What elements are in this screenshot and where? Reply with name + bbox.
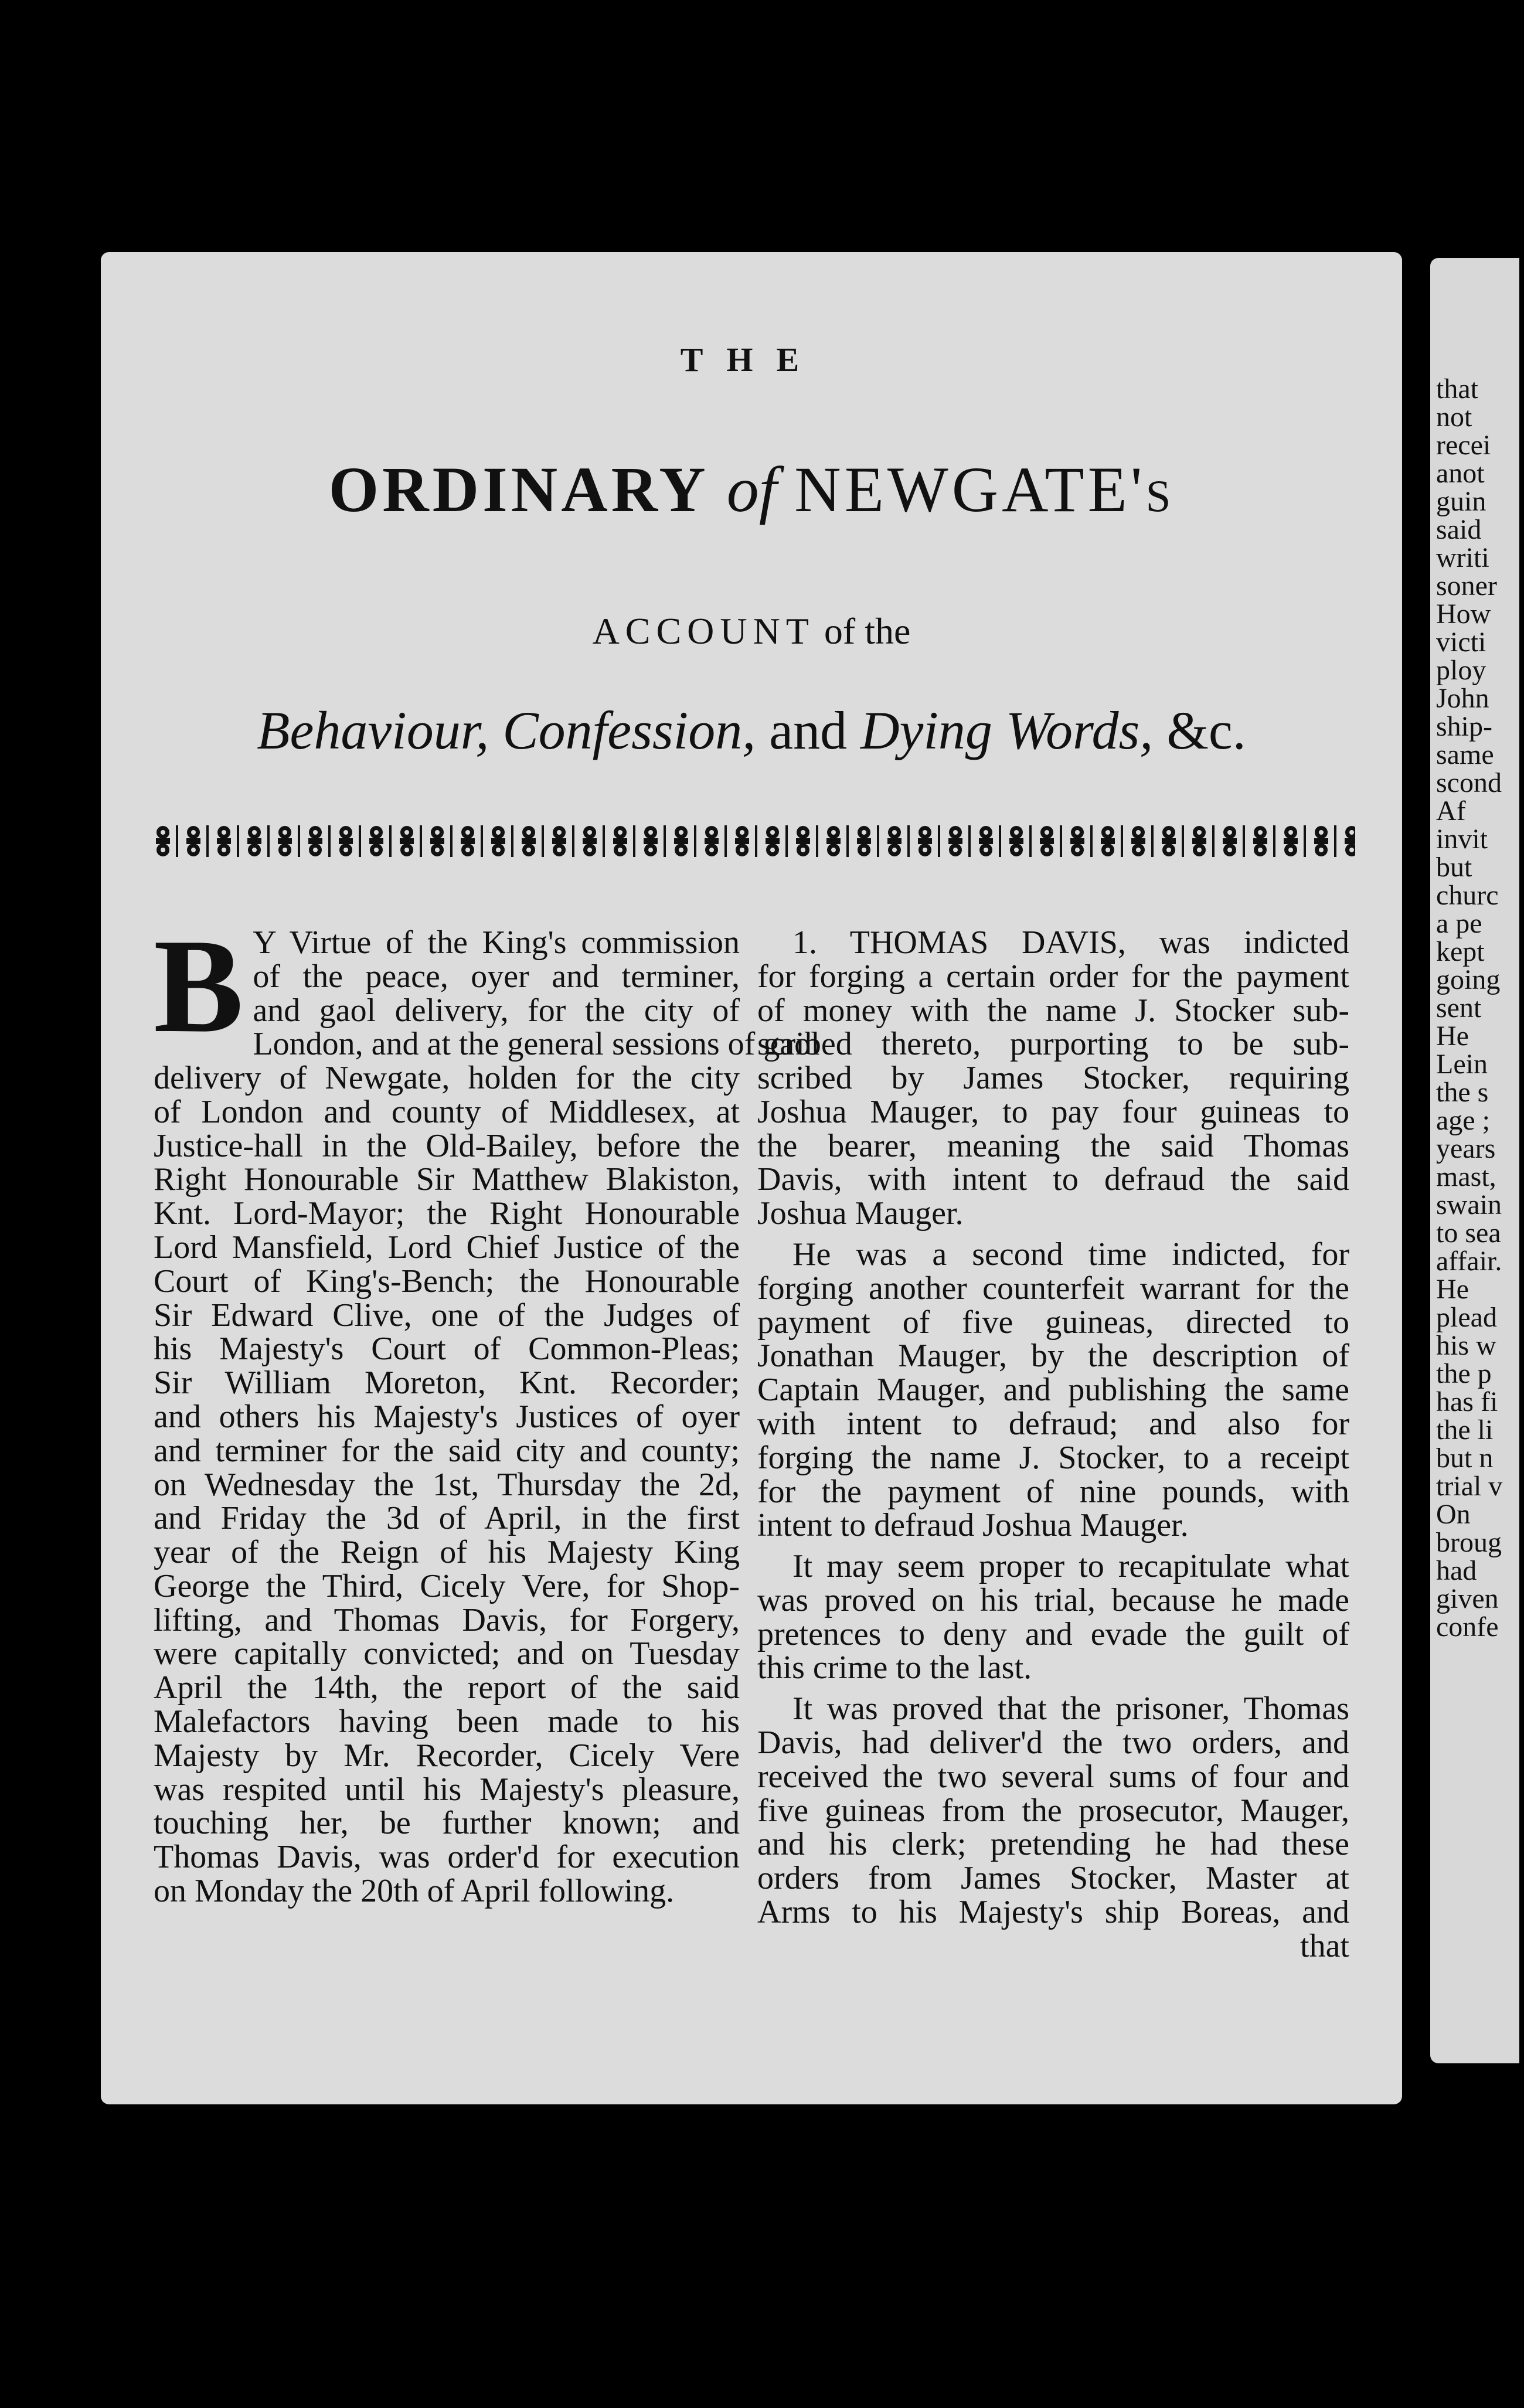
text-line: ship- xyxy=(1436,711,1492,742)
text-line: the bearer, meaning the said Thomas xyxy=(757,1127,1349,1164)
text-line: were capitally convicted; and on Tuesday xyxy=(154,1635,740,1672)
paragraph-recapitulate xyxy=(757,1550,1349,1685)
subtitle-etc: &c. xyxy=(1166,700,1246,760)
text-line: five guineas from the prosecutor, Mauger, xyxy=(757,1792,1349,1829)
text-line: He xyxy=(1436,1021,1469,1052)
text-line: George the Third, Cicely Vere, for Shop- xyxy=(154,1567,740,1604)
text-line: Joshua Mauger. xyxy=(757,1195,964,1232)
text-line: Knt. Lord-Mayor; the Right Honourable xyxy=(154,1195,740,1232)
account-line xyxy=(101,610,1402,653)
text-line: touching her, be further known; and xyxy=(154,1805,740,1842)
text-line: affair. xyxy=(1436,1246,1502,1277)
text-line: Justice-hall in the Old-Bailey, before the xyxy=(154,1127,740,1164)
subtitle xyxy=(101,700,1402,760)
subtitle-dying-words: Dying Words, xyxy=(860,700,1154,760)
text-line: guin xyxy=(1436,486,1486,517)
text-line: ploy xyxy=(1436,655,1486,686)
next-page-edge xyxy=(1430,258,1519,2063)
text-line: this crime to the last. xyxy=(757,1649,1032,1686)
page-title xyxy=(101,454,1402,525)
text-line: lifting, and Thomas Davis, for Forgery, xyxy=(154,1601,740,1638)
text-line: April the 14th, the report of the said xyxy=(154,1669,740,1706)
text-line: It was proved that the prisoner, Thomas xyxy=(792,1691,1349,1727)
text-line: orders from James Stocker, Master at xyxy=(757,1860,1349,1897)
text-line: had xyxy=(1436,1555,1477,1586)
text-line: age ; xyxy=(1436,1105,1490,1136)
text-line: plead xyxy=(1436,1302,1497,1333)
subtitle-and: and xyxy=(769,700,848,760)
next-page-text xyxy=(1430,375,1524,1641)
account-word: ACCOUNT xyxy=(592,610,815,652)
text-line: the p xyxy=(1436,1358,1492,1389)
text-line: the li xyxy=(1436,1414,1494,1446)
text-line: swain xyxy=(1436,1189,1502,1220)
text-line: of the peace, oyer and terminer, xyxy=(253,958,740,995)
text-line: Malefactors having been made to his xyxy=(154,1703,740,1740)
text-line: of money with the name J. Stocker sub- xyxy=(757,992,1349,1029)
text-line: Y Virtue of the King's commission xyxy=(253,924,740,961)
right-column xyxy=(757,926,1349,1970)
text-line: Court of King's-Bench; the Honourable xyxy=(154,1263,740,1300)
text-line: churc xyxy=(1436,880,1499,911)
ornament-rule xyxy=(148,821,1355,862)
text-line: Joshua Mauger, to pay four guineas to xyxy=(757,1093,1349,1130)
text-line: but xyxy=(1436,852,1472,883)
text-line: but n xyxy=(1436,1443,1494,1474)
text-line: scribed by James Stocker, requiring xyxy=(757,1060,1349,1097)
left-column xyxy=(154,911,820,1916)
drop-cap: B xyxy=(154,911,244,1060)
text-line: with intent to defraud; and also for xyxy=(757,1405,1349,1442)
text-line: trial v xyxy=(1436,1471,1503,1502)
text-line: to sea xyxy=(1436,1217,1501,1249)
text-line: delivery of Newgate, holden for the city xyxy=(154,1060,740,1097)
text-line: victi xyxy=(1436,627,1486,658)
text-line: Captain Mauger, and publishing the same xyxy=(757,1372,1349,1409)
ornament-border xyxy=(148,821,1355,862)
text-line: and terminer for the said city and county; xyxy=(154,1432,740,1469)
text-line: Right Honourable Sir Matthew Blakiston, xyxy=(154,1161,740,1198)
text-line: and others his Majesty's Justices of oyer xyxy=(154,1398,740,1435)
text-line: Lein xyxy=(1436,1049,1488,1080)
text-line: was respited until his Majesty's pleasure, xyxy=(154,1771,740,1808)
text-line: London, and at the general sessions of gaol xyxy=(253,1026,820,1063)
paragraph-proved xyxy=(757,1692,1349,1963)
text-line: Majesty by Mr. Recorder, Cicely Vere xyxy=(154,1737,740,1774)
text-line: and Friday the 3d of April, in the first xyxy=(154,1500,740,1537)
text-line: years xyxy=(1436,1133,1496,1164)
text-line: anot xyxy=(1436,458,1485,489)
text-line: John xyxy=(1436,683,1489,714)
paragraph-indictment-2 xyxy=(757,1238,1349,1543)
text-line: It may seem proper to recapitulate what xyxy=(792,1548,1349,1585)
text-line: He was a second time indicted, for xyxy=(792,1236,1349,1273)
text-line: the s xyxy=(1436,1077,1489,1108)
text-line: scribed thereto, purporting to be sub- xyxy=(757,1026,1349,1063)
text-line: forging another counterfeit warrant for the xyxy=(757,1270,1349,1307)
text-line: He xyxy=(1436,1274,1469,1305)
text-line: that xyxy=(1436,373,1478,404)
text-line: his w xyxy=(1436,1330,1496,1361)
text-line: How xyxy=(1436,598,1491,630)
text-line: Thomas Davis, was order'd for execution xyxy=(154,1839,740,1876)
text-line: Arms to his Majesty's ship Boreas, and xyxy=(757,1893,1349,1930)
title-of: of xyxy=(726,454,777,525)
text-line: year of the Reign of his Majesty King xyxy=(154,1534,740,1571)
text-line: scond xyxy=(1436,767,1502,798)
intro-paragraph xyxy=(154,911,820,1909)
text-line: on Monday the 20th of April following. xyxy=(154,1872,675,1909)
text-line: for forging a certain order for the payment xyxy=(757,958,1349,995)
text-line: On xyxy=(1436,1499,1471,1530)
text-line: Jonathan Mauger, by the description of xyxy=(757,1338,1349,1375)
text-line: forging the name J. Stocker, to a receipt xyxy=(757,1439,1349,1476)
text-line: and his clerk; pretending he had these xyxy=(757,1826,1349,1863)
title-newgate: NEWGATE's xyxy=(794,454,1175,525)
text-line: on Wednesday the 1st, Thursday the 2d, xyxy=(154,1466,740,1503)
text-line: given xyxy=(1436,1583,1499,1614)
text-line: invit xyxy=(1436,824,1488,855)
text-line: intent to defraud Joshua Mauger. xyxy=(757,1507,1189,1544)
title-ordinary: ORDINARY xyxy=(328,454,709,525)
text-line: Af xyxy=(1436,795,1466,827)
text-line: for the payment of nine pounds, with xyxy=(757,1473,1349,1510)
text-line: not xyxy=(1436,402,1472,433)
subtitle-confession: Confession, xyxy=(502,700,756,760)
text-line: has fi xyxy=(1436,1386,1498,1417)
text-line: Davis, with intent to defraud the said xyxy=(757,1161,1349,1198)
text-line: was proved on his trial, because he made xyxy=(757,1581,1349,1618)
text-line: going xyxy=(1436,964,1501,995)
text-line: broug xyxy=(1436,1527,1502,1558)
header-the: THE xyxy=(680,341,823,379)
subtitle-behaviour: Behaviour, xyxy=(257,700,489,760)
text-line: soner xyxy=(1436,570,1497,601)
text-line: Davis, had deliver'd the two orders, and xyxy=(757,1724,1349,1761)
document-page xyxy=(101,252,1402,2104)
text-line: pretences to deny and evade the guilt of xyxy=(757,1615,1349,1652)
text-line: sent xyxy=(1436,992,1482,1023)
text-line: same xyxy=(1436,739,1494,770)
text-line: said xyxy=(1436,514,1482,545)
catchword: that xyxy=(1300,1927,1349,1964)
text-line: a pe xyxy=(1436,908,1482,939)
text-line: received the two several sums of four and xyxy=(757,1758,1349,1795)
paragraph-indictment-1 xyxy=(757,926,1349,1231)
text-line: his Majesty's Court of Common-Pleas; xyxy=(154,1331,740,1368)
text-line: of London and county of Middlesex, at xyxy=(154,1093,740,1130)
text-line: Sir Edward Clive, one of the Judges of xyxy=(154,1297,740,1334)
text-line: writi xyxy=(1436,542,1489,573)
text-line: Lord Mansfield, Lord Chief Justice of the xyxy=(154,1229,740,1266)
text-line: 1. THOMAS DAVIS, was indicted xyxy=(792,924,1349,961)
text-line: mast, xyxy=(1436,1161,1496,1192)
text-line: kept xyxy=(1436,936,1485,967)
text-line: confe xyxy=(1436,1611,1499,1642)
text-line: payment of five guineas, directed to xyxy=(757,1304,1349,1341)
text-line: recei xyxy=(1436,430,1491,461)
text-line: and gaol delivery, for the city of xyxy=(253,992,740,1029)
text-line: Sir William Moreton, Knt. Recorder; xyxy=(154,1365,740,1402)
account-of-the: of the xyxy=(824,610,911,652)
